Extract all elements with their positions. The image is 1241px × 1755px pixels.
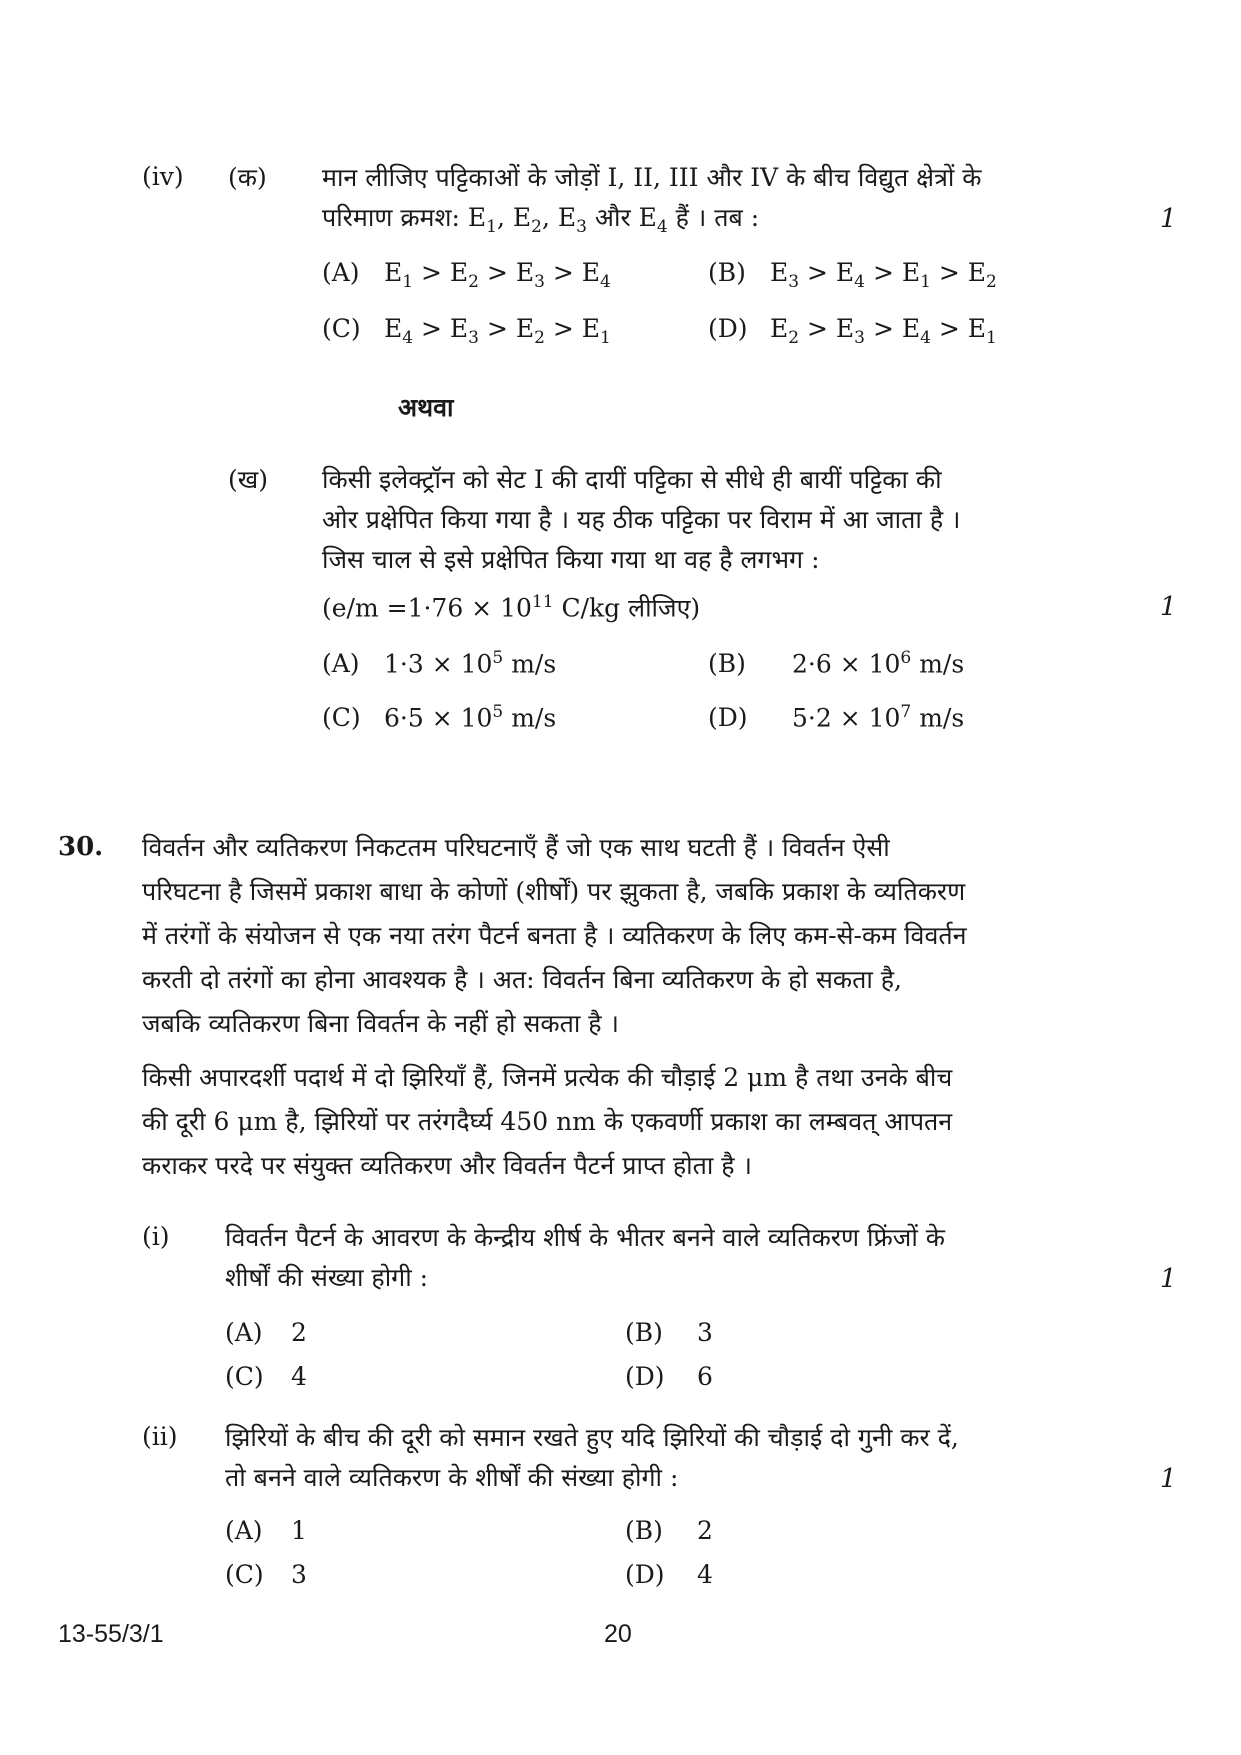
option-a-A: (A) $E_1 > E_2 > E_3 > E_4$ — [322, 258, 611, 292]
option-b-D: (D) $5\cdot 2 \times 10^7$ m/s — [708, 702, 965, 733]
part-b-line-1: किसी इलेक्ट्रॉन को सेट I की दायीं पट्टिका से सीधे ही बायीं पट्टिका की — [322, 465, 942, 494]
part-a-line-1: मान लीजिए पट्टिकाओं के जोड़ों I, II, III और IV के बीच विद्युत क्षेत्रों के — [322, 163, 982, 192]
part-b-line-2: ओर प्रक्षेपित किया गया है । यह ठीक पट्टिका पर विराम में आ जाता है । — [322, 505, 961, 534]
marks-part-b: 1 — [1160, 592, 1177, 622]
passage-2-line-2: की दूरी 6 μm है, झिरियों पर तरंगदैर्घ्य 450 nm के एकवर्णी प्रकाश का लम्बवत् आपतन — [142, 1107, 953, 1136]
paper-code: 13-55/3/1 — [58, 1620, 164, 1648]
option-b-C: (C) $6\cdot 5 \times 10^5$ m/s — [322, 702, 557, 733]
part-b-line-3: जिस चाल से इसे प्रक्षेपित किया गया था वह है लगभग : — [322, 545, 820, 574]
option-ii-D: (D) 4 — [625, 1560, 713, 1589]
passage-line-5: जबकि व्यतिकरण बिना विवर्तन के नहीं हो सकता है । — [142, 1009, 619, 1038]
option-i-A: (A) 2 — [225, 1318, 307, 1347]
part-a-line-2: परिमाण क्रमश: $E_1$, $E_2$, $E_3$ और $E_4$ हैं । तब : — [322, 203, 760, 237]
option-a-B: (B) $E_3 > E_4 > E_1 > E_2$ — [708, 258, 997, 292]
passage-line-2: परिघटना है जिसमें प्रकाश बाधा के कोणों (शीर्षों) पर झुकता है, जबकि प्रकाश के व्यतिकरण — [142, 877, 966, 906]
option-i-C: (C) 4 — [225, 1362, 307, 1391]
part-b-label: (ख) — [228, 465, 268, 494]
marks-subq-i: 1 — [1160, 1264, 1177, 1294]
subq-i-line-2: शीर्षों की संख्या होगी : — [225, 1263, 429, 1292]
option-a-D: (D) $E_2 > E_3 > E_4 > E_1$ — [708, 314, 997, 348]
subquestion-number-ii: (ii) — [142, 1422, 178, 1451]
part-a-label: (क) — [228, 163, 267, 192]
subquestion-number-i: (i) — [142, 1222, 170, 1251]
option-a-C: (C) $E_4 > E_3 > E_2 > E_1$ — [322, 314, 611, 348]
page-number: 20 — [604, 1620, 632, 1648]
subq-ii-line-1: झिरियों के बीच की दूरी को समान रखते हुए यदि झिरियों की चौड़ाई दो गुनी कर दें, — [225, 1423, 959, 1452]
option-i-B: (B) 3 — [625, 1318, 713, 1347]
marks-part-a: 1 — [1160, 204, 1177, 234]
option-ii-A: (A) 1 — [225, 1516, 307, 1545]
subq-i-line-1: विवर्तन पैटर्न के आवरण के केन्द्रीय शीर्ष के भीतर बनने वाले व्यतिकरण फ्रिंजों के — [225, 1223, 945, 1252]
option-ii-C: (C) 3 — [225, 1560, 307, 1589]
passage-2-line-3: कराकर परदे पर संयुक्त व्यतिकरण और विवर्तन पैटर्न प्राप्त होता है । — [142, 1151, 752, 1180]
passage-line-4: करती दो तरंगों का होना आवश्यक है । अत: विवर्तन बिना व्यतिकरण के हो सकता है, — [142, 965, 902, 994]
passage-line-1: विवर्तन और व्यतिकरण निकटतम परिघटनाएँ हैं जो एक साथ घटती हैं । विवर्तन ऐसी — [142, 833, 890, 862]
passage-line-3: में तरंगों के संयोजन से एक नया तरंग पैटर्न बनता है । व्यतिकरण के लिए कम-से-कम विवर्तन — [142, 921, 967, 950]
option-ii-B: (B) 2 — [625, 1516, 713, 1545]
or-separator: अथवा — [398, 393, 454, 422]
option-i-D: (D) 6 — [625, 1362, 713, 1391]
option-b-A: (A) $1\cdot 3 \times 10^5$ m/s — [322, 648, 557, 679]
subq-ii-line-2: तो बनने वाले व्यतिकरण के शीर्षों की संख्या होगी : — [225, 1463, 679, 1492]
marks-subq-ii: 1 — [1160, 1464, 1177, 1494]
passage-2-line-1: किसी अपारदर्शी पदार्थ में दो झिरियाँ हैं, जिनमें प्रत्येक की चौड़ाई 2 μm है तथा उनके बीच — [142, 1063, 953, 1092]
question-number-30: 30. — [58, 832, 104, 862]
part-b-line-4: ($e/m =1\cdot 76 \times 10^{11}$ C/kg लीजिए) — [322, 592, 701, 623]
subquestion-number-iv: (iv) — [142, 162, 184, 191]
option-b-B: (B) $2\cdot 6 \times 10^6$ m/s — [708, 648, 965, 679]
